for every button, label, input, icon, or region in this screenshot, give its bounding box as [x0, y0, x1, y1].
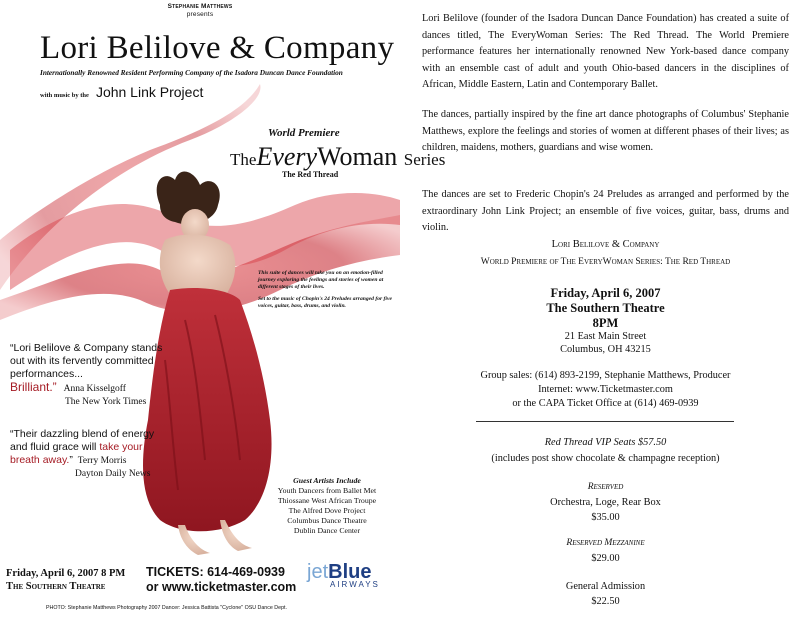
event-theatre: The Southern Theatre	[546, 301, 665, 315]
divider	[476, 421, 734, 422]
vip-note: (includes post show chocolate & champagne reception)	[491, 453, 720, 464]
logo-blue: Blue	[328, 561, 372, 583]
quote2-highlight: take your breath away.	[10, 441, 143, 466]
review-quote-nyt	[10, 342, 170, 409]
tickets-phone: TICKETS: 614-469-0939	[146, 565, 285, 579]
guests-heading: Guest Artists Include	[293, 476, 361, 485]
ticket-info	[146, 565, 296, 595]
presents-label: presents	[186, 11, 214, 18]
logo-airways: AIRWAYS	[330, 580, 380, 589]
group-sales: Group sales: (614) 893-2199, Stephanie Matthews, Producer	[480, 370, 731, 381]
jetblue-logo	[307, 561, 380, 589]
guest-item: Thiossane West African Troupe	[277, 496, 377, 505]
premiere-line: World Premiere of The EveryWoman Series: The Red Thread	[480, 257, 731, 267]
reserved-areas: Orchestra, Loge, Rear Box	[550, 497, 661, 508]
poster-title: Lori Belilove & Company	[40, 30, 395, 66]
music-prefix: with music by the	[40, 92, 89, 99]
series-the: The	[230, 150, 257, 169]
general-price: $22.50	[591, 596, 620, 607]
quote2-close: ”	[69, 454, 73, 466]
description-journey: This suite of dances will take you on an emotion-filled journey exploring the feelings and stories of women at different stages of their lives.	[258, 270, 384, 290]
world-premiere-label: World Premiere	[268, 127, 340, 139]
series-word: Series	[403, 150, 446, 169]
poster-venue: The Southern Theatre	[6, 581, 106, 592]
description-music: Set to the music of Chopin's 24 Preludes arranged for five voices, guitar, bass, drums, and violin.	[258, 296, 392, 309]
poster-description	[258, 270, 398, 315]
music-paragraph: The dances are set to Frederic Chopin's 24 Preludes as arranged and performed by the extraordinary John Link Project; an ensemble of five voices, guitar, bass, drums and violin.	[422, 189, 789, 234]
event-date: Friday, April 6, 2007	[550, 286, 661, 300]
series-woman: Woman	[317, 142, 398, 171]
series-subtitle: The Red Thread	[282, 170, 339, 179]
presenter-name: Stephanie Matthews	[167, 3, 233, 10]
quote2-text: “Their dazzling blend of energy and fluid grace will	[10, 428, 155, 453]
quote1-text: “Lori Belilove & Company stands out with its fervently committed performances...	[10, 342, 163, 380]
guest-item: Youth Dancers from Ballet Met	[277, 486, 377, 495]
address-city: Columbus, OH 43215	[560, 344, 651, 355]
quote1-source: The New York Times	[65, 397, 147, 407]
quote2-author: Terry Morris	[77, 456, 127, 466]
vip-seats: Red Thread VIP Seats $57.50	[544, 437, 667, 448]
guest-item: Columbus Dance Theatre	[287, 516, 367, 525]
quote1-author: Anna Kisselgoff	[63, 384, 126, 394]
music-name: John Link Project	[95, 84, 204, 100]
review-quote-ddn	[10, 428, 168, 481]
guest-item: The Alfred Dove Project	[288, 506, 366, 515]
mezzanine-heading: Reserved Mezzanine	[566, 538, 645, 548]
reserved-heading: Reserved	[587, 482, 624, 492]
guest-item: Dublin Dance Center	[293, 526, 361, 535]
mezzanine-price: $29.00	[591, 553, 620, 564]
poster-subtitle: Internationally Renowned Resident Performing Company of the Isadora Duncan Dance Foundation	[40, 68, 343, 77]
poster-date-venue	[6, 567, 125, 593]
logo-jet: jet	[307, 561, 329, 583]
intro-paragraph: Lori Belilove (founder of the Isadora Duncan Dance Foundation) has created a suite of dances titled, The EveryWoman Series: The Red Thread. The World Premiere performance features her internationally renowned New York-based dance company with an ensemble cast of adult and youth Ohio-based dancers in the disciplines of African, Middle Eastern, Latin and Contemporary Ballet.	[422, 13, 789, 91]
address-street: 21 East Main Street	[564, 331, 647, 342]
photo-credit: PHOTO: Stephanie Matthews Photography 2007 Dancer: Jessica Battista "Cyclone" OSU Dance Dept.	[46, 605, 287, 611]
tickets-web: or www.ticketmaster.com	[146, 580, 297, 594]
internet-sales: Internet: www.Ticketmaster.com	[538, 384, 673, 395]
company-name: Lori Belilove & Company	[551, 239, 660, 250]
presenter-credit	[0, 3, 400, 19]
capa-office: or the CAPA Ticket Office at (614) 469-0939	[512, 398, 699, 409]
series-every: Every	[256, 142, 318, 171]
general-heading: General Admission	[565, 581, 646, 592]
inspiration-paragraph: The dances, partially inspired by the fine art dance photographs of Columbus' Stephanie Matthews, explore the feelings and stories of women at different phases of their lives; as children, maidens, mothers, guardians and wise women.	[422, 109, 789, 154]
quote1-highlight: Brilliant.”	[10, 380, 57, 394]
event-details-page	[400, 0, 800, 618]
quote2-source: Dayton Daily News	[75, 469, 151, 479]
guest-artists	[262, 476, 392, 536]
reserved-price: $35.00	[591, 512, 620, 523]
event-time: 8PM	[592, 316, 619, 330]
poster-date-time: Friday, April 6, 2007 8 PM	[6, 568, 126, 579]
